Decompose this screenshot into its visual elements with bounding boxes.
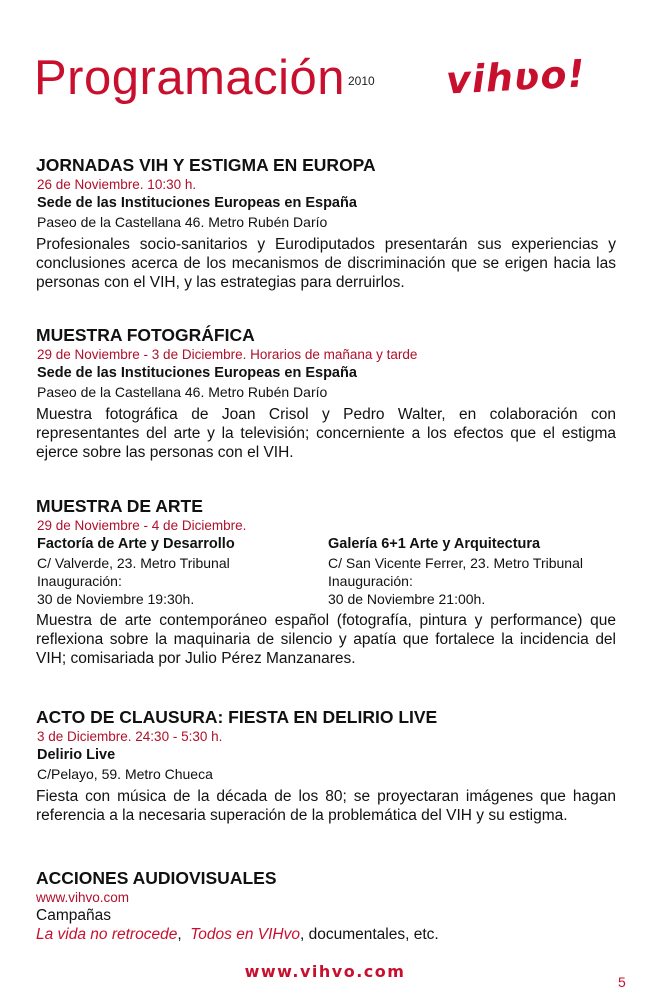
venue-name: Sede de las Instituciones Europeas en España [37,195,357,211]
event-description: Profesionales socio-sanitarios y Eurodiputados presentarán sus experiencias y conclusiones acerca de los mecanismos de discriminación que se erigen hacia las personas con el VIH, y las estrategias para derruirlos. [36,236,616,291]
section-title: JORNADAS VIH Y ESTIGMA EN EUROPA [36,155,376,175]
event-date: 3 de Diciembre. 24:30 - 5:30 h. [37,729,223,744]
inauguration-label: Inauguración: [37,573,122,589]
section-title: MUESTRA FOTOGRÁFICA [36,325,255,345]
event-date: 29 de Noviembre - 4 de Diciembre. [37,518,247,533]
year-label: 2010 [348,74,375,88]
section-title: ACCIONES AUDIOVISUALES [36,868,277,888]
campaign-title: Todos en VIHvo [190,926,300,943]
campaigns-tail: , documentales, etc. [299,926,439,943]
venue-address: C/ San Vicente Ferrer, 23. Metro Tribunal [328,555,583,571]
website-link[interactable]: www.vihvo.com [36,890,130,905]
section-acciones-audiovisuales [36,867,616,944]
venue-name: Sede de las Instituciones Europeas en España [37,365,357,381]
event-description: Muestra de arte contemporáneo español (fotografía, pintura y performance) que reflexiona sobre la maquinaria de silencio y apatía que fortalece la incidencia del VIH; comisariada por Julio Pérez Manzanares. [36,612,616,667]
venue-name: Factoría de Arte y Desarrollo [37,536,235,552]
venue-address: C/ Valverde, 23. Metro Tribunal [37,555,230,571]
page-title: Programación [34,51,346,105]
section-jornadas [36,154,616,292]
inauguration-label: Inauguración: [328,573,413,589]
event-description: Fiesta con música de la década de los 80; se proyectaran imágenes que hagan referencia a la necesaria superación de la problemática del VIH y su estigma. [36,788,616,824]
venues-columns [36,535,616,607]
venue-address: Paseo de la Castellana 46. Metro Rubén Darío [37,214,328,230]
venue-address: C/Pelayo, 59. Metro Chueca [37,766,213,782]
venue-name: Galería 6+1 Arte y Arquitectura [328,536,541,552]
campaign-title: La vida no retrocede [36,926,178,943]
inauguration-date: 30 de Noviembre 21:00h. [328,591,486,607]
event-date: 26 de Noviembre. 10:30 h. [37,177,197,192]
inauguration-date: 30 de Noviembre 19:30h. [37,591,195,607]
campaigns-line [36,925,616,944]
vihvo-logo: vihʋo! [444,51,587,103]
section-muestra-arte [36,495,616,668]
venue-name: Delirio Live [37,747,116,763]
footer-website[interactable]: www.vihvo.com [244,962,406,981]
event-description: Muestra fotográfica de Joan Crisol y Pedro Walter, en colaboración con representantes del arte y la televisión; concerniente a los efectos que el estigma ejerce sobre las personas con el VIH. [36,406,616,461]
venue-address: Paseo de la Castellana 46. Metro Rubén Darío [37,384,328,400]
section-title: MUESTRA DE ARTE [36,496,203,516]
section-muestra-fotografica [36,324,616,462]
section-acto-clausura [36,706,616,825]
event-date: 29 de Noviembre - 3 de Diciembre. Horarios de mañana y tarde [37,347,418,362]
page-number: 5 [618,974,626,990]
venue-column-2 [328,535,618,608]
campaigns-label: Campañas [36,907,111,924]
header [34,51,604,124]
venue-column-1 [37,535,327,608]
separator: , [177,926,191,943]
section-title: ACTO DE CLAUSURA: FIESTA EN DELIRIO LIVE [36,707,438,727]
